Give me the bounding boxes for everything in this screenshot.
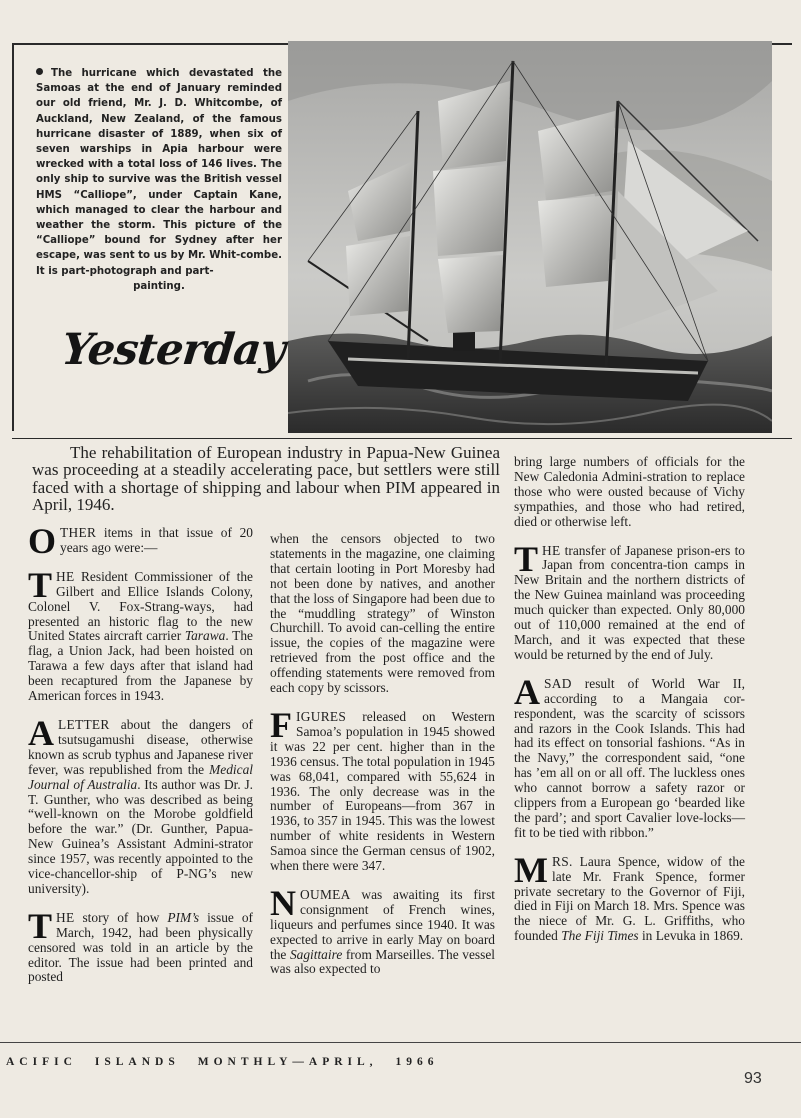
drop-cap: T (28, 564, 53, 605)
footer-word-3: MONTHLY—APRIL, (197, 1056, 378, 1068)
item-noumea: NOUMEA was awaiting its first consignment of French wines, liqueurs and perfumes since 1940. It was expected to arrive in early May on board the Sagittaire from Marseilles. The vessel was also expected to (270, 882, 495, 977)
item-mrs-spence: MRS. Laura Spence, widow of the late Mr. Frank Spence, former private secretary to the Governor of Fiji, died in Fiji on March 18. Mrs. Spence was the niece of Mr. G. L. Griffiths, who founded The Fiji Times in Levuka in 1869. (514, 849, 745, 944)
item-other-items: OTHER items in that issue of 20 years ago were:— (28, 521, 253, 561)
running-footer (6, 1056, 566, 1068)
left-rule (12, 43, 14, 431)
footer-word-1: ACIFIC (6, 1056, 77, 1068)
drop-cap: N (270, 882, 296, 923)
section-rule (12, 438, 792, 439)
item-figures: FIGURES released on Western Samoa’s population in 1945 showed it was 22 per cent. higher than in the 1936 census. The total population in 1945 was 68,041, compared with 55,624 in 1936. The only decrease was in the number of Europeans—from 367 in 1936, to 357 in 1945. This was the lowest number of white residents in Western Samoa since the German census of 1902, when there were 347. (270, 704, 495, 874)
ship-illustration (288, 41, 772, 433)
drop-cap: A (28, 712, 54, 753)
drop-cap: A (514, 671, 540, 712)
section-heading: Yesterday (59, 325, 287, 375)
drop-cap: O (28, 521, 57, 561)
item-sad-result: ASAD result of World War II, according to a Mangaia cor-respondent, was the scarcity of scissors and razors in the Cook Islands. This had had its effect on tonsorial fashions. “As in the Navy,” the correspondent said, “one has ’em all on or all off. The luckless ones who cannot borrow a safety razor or clippers from a European go ‘bearded like the pard’; and sport Cavalier love-locks—fit to be tied with ribbon.” (514, 671, 745, 840)
caption-text: The hurricane which devastated the Samoas at the end of January reminded our old friend, Mr. J. D. Whitcombe, of Auckland, New Zealand, of the famous hurricane disaster of 1889, when six of seven warships in Apia harbour were wrecked with a total loss of 146 lives. The only ship to survive was the British vessel HMS “Calliope”, under Captain Kane, which managed to clear the harbour and weather the storm. This picture of the “Calliope” bound for Sydney after her escape, was sent to us by Mr. Whit-combe. It is part-photograph and part- (36, 68, 282, 277)
drop-cap: T (28, 905, 53, 946)
item-noumea-continued: bring large numbers of officials for the New Caledonia Admini-stration to replace those who were ousted because of Vichy sympathies, and those who had retired, died or otherwise left. (514, 454, 745, 529)
page-number: 93 (744, 1070, 762, 1087)
intro-paragraph (32, 444, 500, 514)
caption-end: painting. (133, 280, 185, 292)
intro-text: The rehabilitation of European industry in Papua-New Guinea was proceeding at a steadily accelerating pace, but settlers were still faced with a shortage of shipping and labour when PIM appeared in April, 1946. (32, 443, 500, 515)
column-1 (28, 521, 254, 999)
item-resident-commissioner: THE Resident Commissioner of the Gilbert and Ellice Islands Colony, Colonel V. Fox-Strang-ways, had presented an historic flag to the new United States aircraft carrier Tarawa. The flag, a Union Jack, had been hoisted on Tarawa a few days after that island had been recaptured from the Japanese by American forces in 1943. (28, 564, 253, 704)
column-2 (270, 532, 495, 991)
ship-photo (288, 41, 772, 433)
photo-caption (36, 66, 282, 294)
drop-cap: F (270, 704, 292, 745)
footer-rule (0, 1042, 801, 1043)
column-3 (514, 455, 745, 958)
drop-cap: M (514, 849, 548, 890)
item-japanese-prisoners: THE transfer of Japanese prison-ers to Japan from concentra-tion camps in New Britain and the northern districts of the New Guinea mainland was proceeding much quicker than expected. Only 80,000 out of 110,000 remained at the end of March, and it was expected that these would be returned by the end of July. (514, 538, 745, 662)
item-censored-issue: THE story of how PIM’s issue of March, 1942, had been physically censored was told in an article by the editor. The issue had been printed and posted (28, 905, 253, 985)
item-censors-continued: when the censors objected to two statements in the magazine, one claiming that certain looting in Port Moresby had not been done by natives, and another that the loss of Singapore had been due to the “muddling strategy” of Winston Churchill. To avoid can-celling the entire issue, the copies of the magazine were retrieved from the post office and the offending statements were removed from each copy by scissors. (270, 531, 495, 696)
bullet-icon (36, 68, 43, 75)
footer-word-2: ISLANDS (94, 1056, 180, 1068)
drop-cap: T (514, 538, 539, 579)
footer-year: 1966 (395, 1056, 439, 1068)
item-letter: ALETTER about the dangers of tsutsugamushi disease, otherwise known as scrub typhus and Japanese river fever, was republished from the Medical Journal of Australia. Its author was Dr. J. T. Gunther, who was described as being “well-known on the Morobe goldfield before the war.” (Dr. Gunther, Papua-New Guinea’s Assistant Admini-strator since 1957, was recently appointed to the vice-chancellor-ship of P-NG’s new university). (28, 712, 254, 896)
